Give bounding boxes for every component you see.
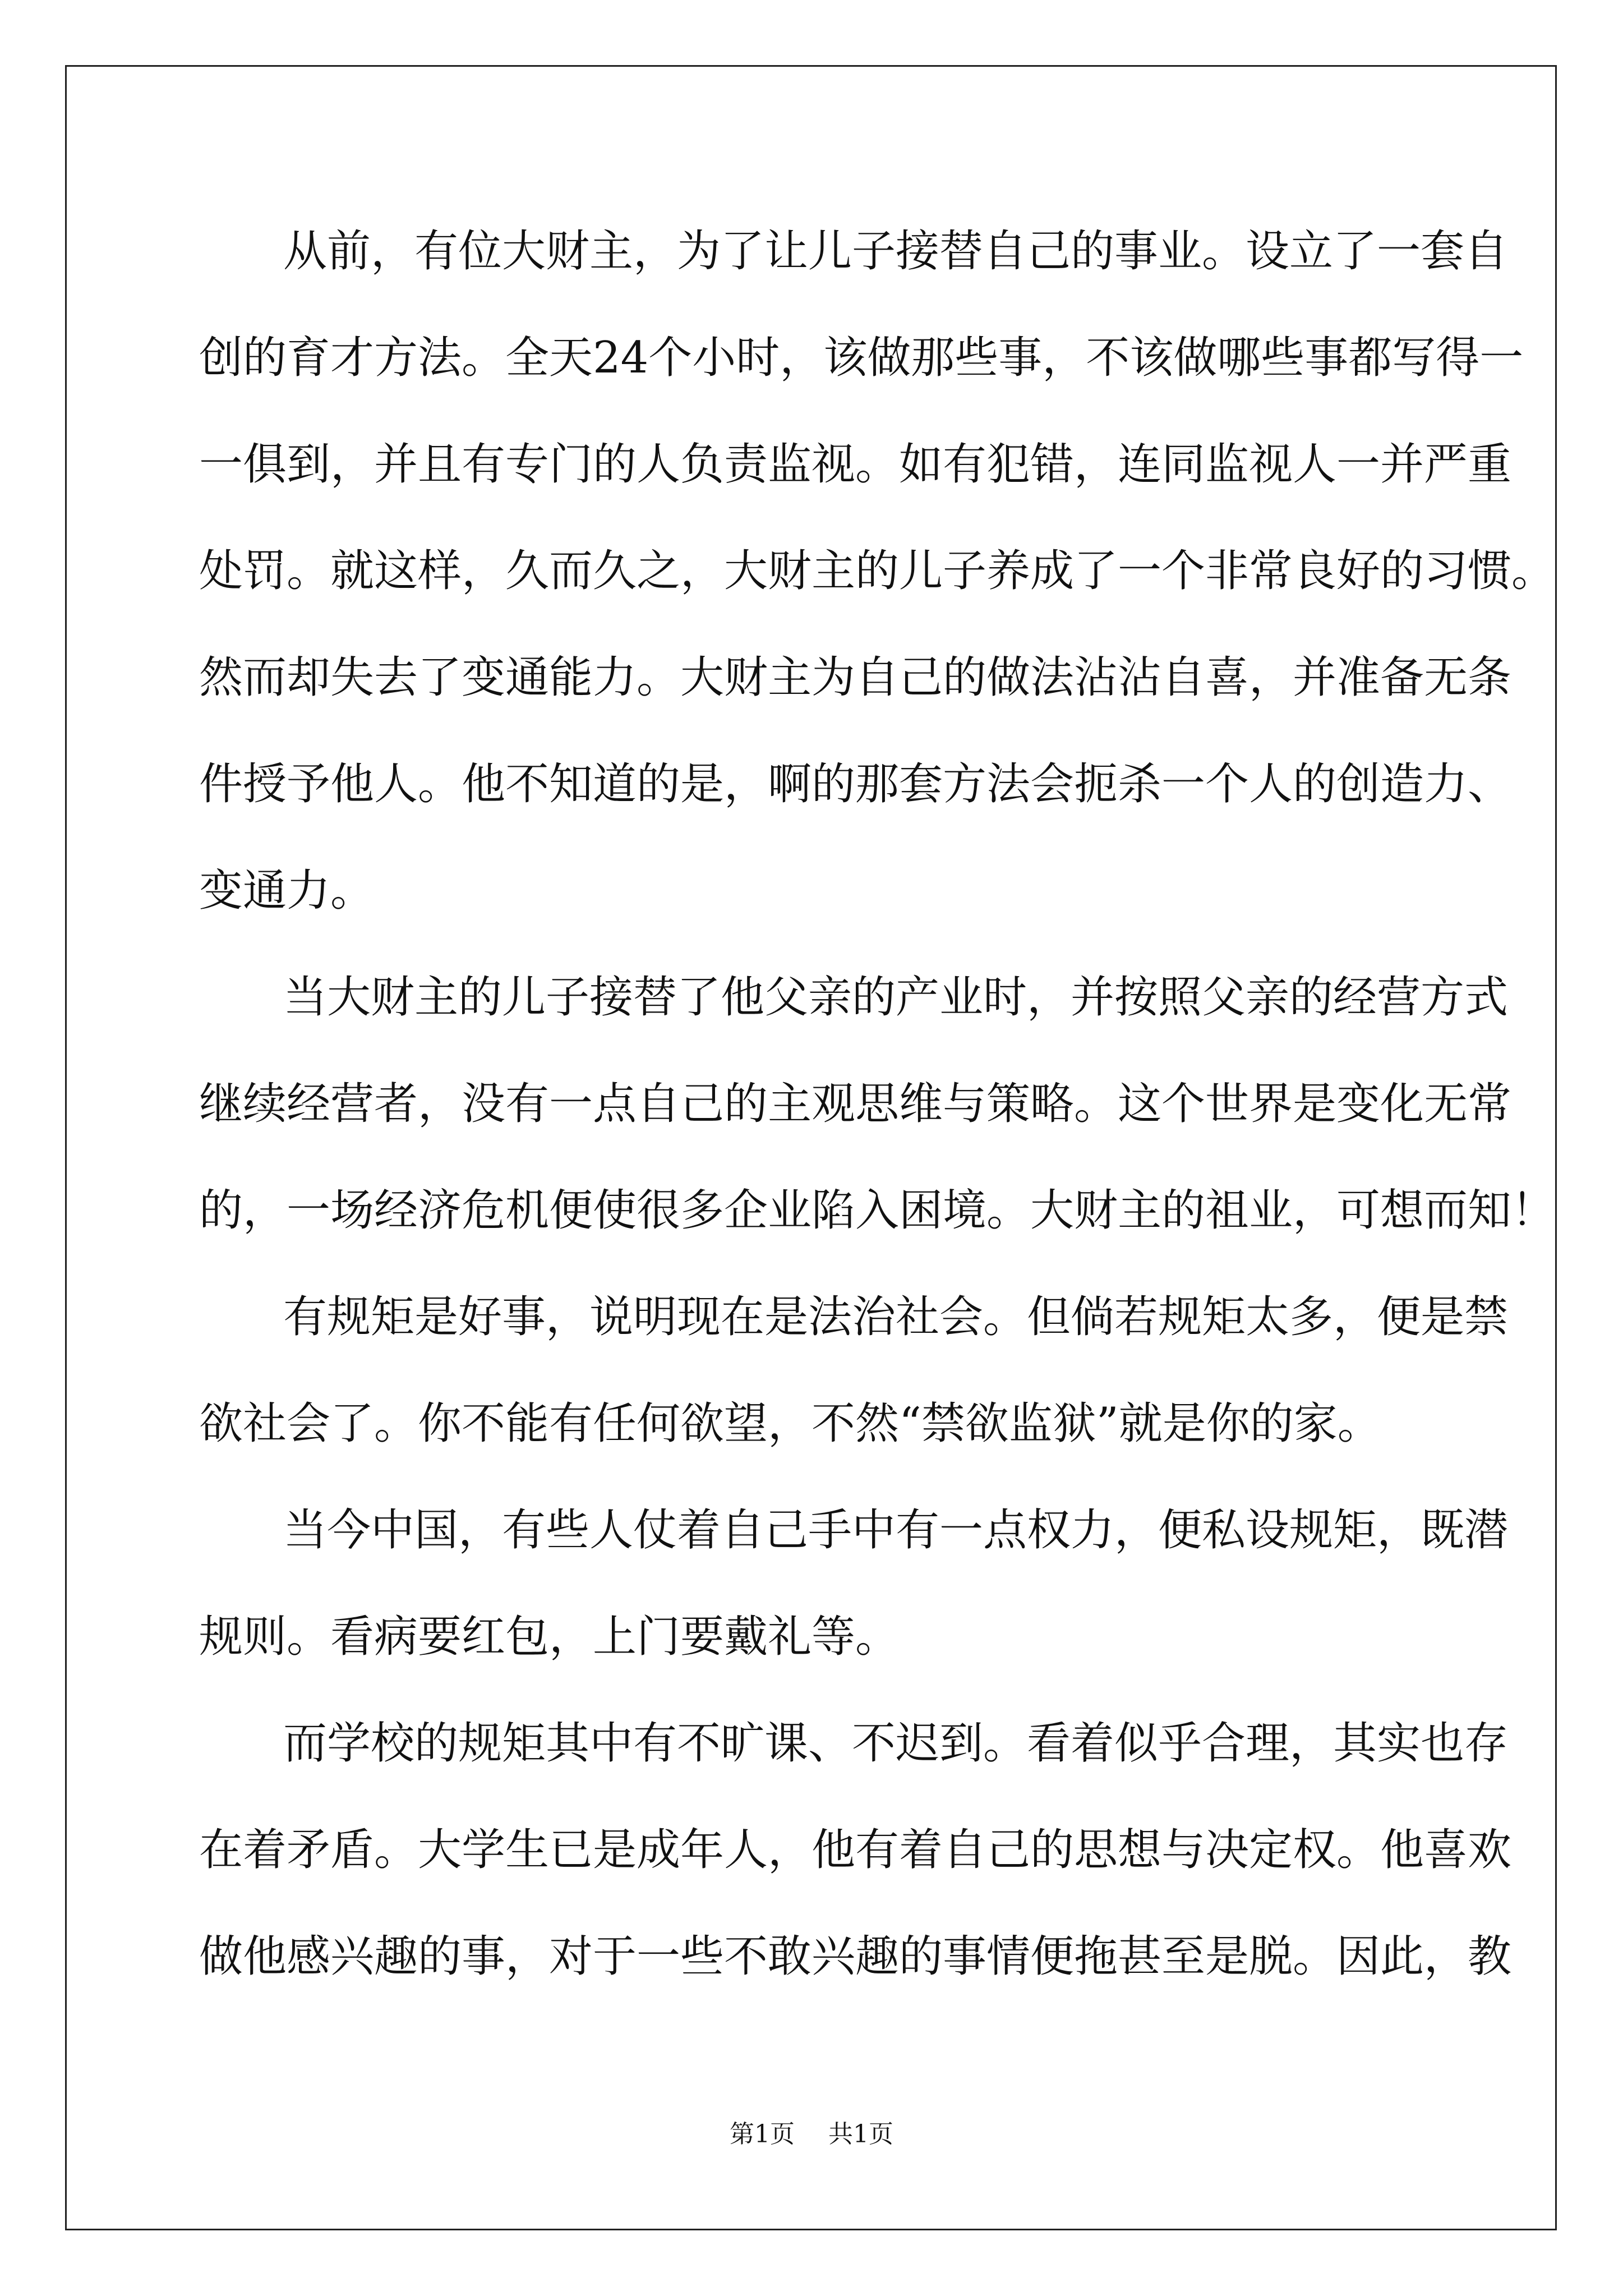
text-line: 有规矩是好事，说明现在是法治社会。但倘若规矩太多，便是禁	[283, 1292, 1509, 1342]
text-line: 当今中国，有些人仗着自己手中有一点权力，便私设规矩，既潜	[283, 1505, 1509, 1556]
text-line: 处罚。就这样，久而久之，大财主的儿子养成了一个非常良好的习惯。	[199, 546, 1556, 596]
text-line: 做他感兴趣的事，对于一些不敢兴趣的事情便拖甚至是脱。因此，教	[199, 1931, 1512, 1982]
page-number: 第1页	[730, 2120, 795, 2148]
text-line: 当大财主的儿子接替了他父亲的产业时，并按照父亲的经营方式	[283, 972, 1509, 1023]
page-footer	[0, 2118, 1623, 2151]
text-line: 而学校的规矩其中有不旷课、不迟到。看着似乎合理，其实也存	[283, 1718, 1509, 1769]
text-line: 从前，有位大财主，为了让儿子接替自己的事业。设立了一套自	[283, 226, 1509, 277]
text-line: 在着矛盾。大学生已是成年人，他有着自己的思想与决定权。他喜欢	[199, 1825, 1512, 1875]
text-line: 创的育才方法。全天24个小时，该做那些事，不该做哪些事都写得一	[199, 333, 1524, 383]
text-line: 欲社会了。你不能有任何欲望，不然“禁欲监狱”就是你的家。	[199, 1398, 1381, 1449]
page-total: 共1页	[828, 2120, 893, 2148]
text-line: 规则。看病要红包，上门要戴礼等。	[199, 1612, 900, 1662]
text-line: 的，一场经济危机便使很多企业陷入困境。大财主的祖业，可想而知！	[199, 1185, 1556, 1236]
text-line: 变通力。	[199, 866, 375, 916]
text-line: 一俱到，并且有专门的人负责监视。如有犯错，连同监视人一并严重	[199, 439, 1512, 490]
text-line: 然而却失去了变通能力。大财主为自己的做法沾沾自喜，并准备无条	[199, 652, 1512, 703]
text-line: 件授予他人。他不知道的是，啊的那套方法会扼杀一个人的创造力、	[199, 759, 1512, 809]
text-line: 继续经营者，没有一点自己的主观思维与策略。这个世界是变化无常	[199, 1079, 1512, 1129]
